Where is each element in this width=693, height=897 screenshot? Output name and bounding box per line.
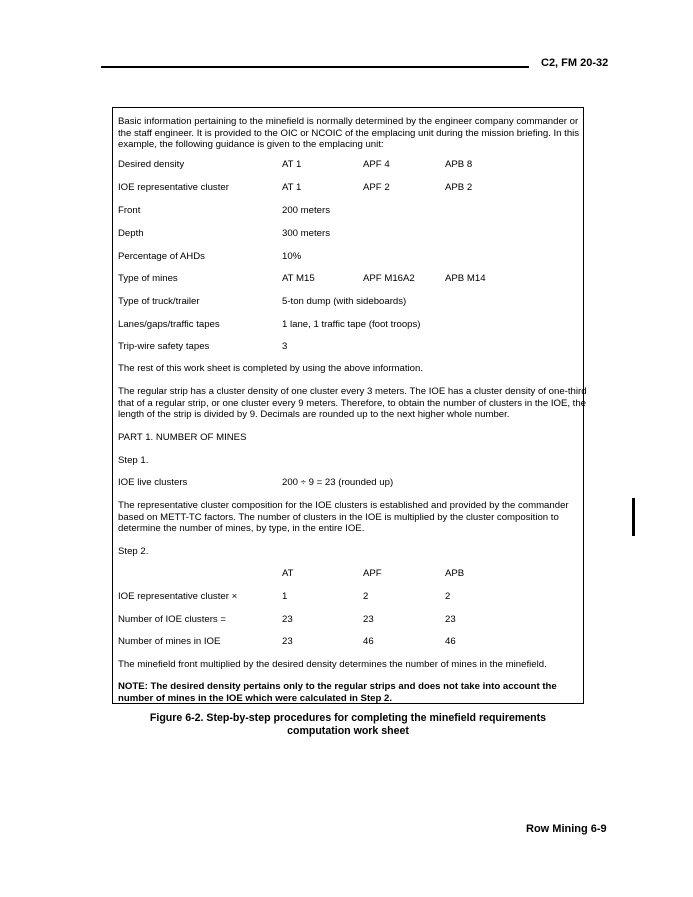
table-row	[118, 636, 584, 648]
header-rule	[101, 66, 529, 68]
strip-paragraph: The regular strip has a cluster density of one cluster every 3 meters. The IOE has a cluster density of one-third that of a regular strip, or one cluster every 9 meters. Therefore, to obtain the number of clusters in the IOE, the length of the strip is divided by 9. Decimals are rounded up to the next higher whole number.	[118, 386, 587, 421]
table-cell: APB 2	[445, 182, 473, 193]
front-paragraph: The minefield front multiplied by the desired density determines the number of mines in the minefield.	[118, 659, 547, 670]
table-cell: 23	[282, 636, 293, 647]
table-cell: 10%	[282, 251, 302, 262]
step2-header-row	[118, 568, 584, 580]
table-cell: 1	[282, 591, 288, 602]
table-cell: APF 4	[363, 159, 390, 170]
table-cell: 46	[363, 636, 374, 647]
ioe-live-clusters-row	[118, 477, 584, 489]
table-row	[118, 614, 584, 626]
step2-label: Step 2.	[118, 546, 149, 557]
table-row	[118, 341, 584, 353]
table-row	[118, 273, 584, 285]
table-cell: 23	[363, 614, 374, 625]
table-cell: Lanes/gaps/traffic tapes	[118, 319, 220, 330]
table-cell: Desired density	[118, 159, 185, 170]
table-cell: APF M16A2	[363, 273, 415, 284]
ioe-live-label: IOE live clusters	[118, 477, 188, 488]
table-cell: 23	[445, 614, 456, 625]
table-cell: Type of truck/trailer	[118, 296, 200, 307]
step2-header-apb: APB	[445, 568, 465, 579]
table-cell: APB M14	[445, 273, 486, 284]
table-cell: 5-ton dump (with sideboards)	[282, 296, 407, 307]
table-row	[118, 296, 584, 308]
table-cell: Percentage of AHDs	[118, 251, 205, 262]
table-cell: Type of mines	[118, 273, 178, 284]
table-row	[118, 319, 584, 331]
table-row	[118, 205, 584, 217]
composition-paragraph: The representative cluster composition for the IOE clusters is established and provided by the commander based on METT-TC factors. The number of clusters in the IOE is multiplied by the cluster composition to determine the number of mines, by type, in the entire IOE.	[118, 500, 569, 535]
table-cell: Depth	[118, 228, 144, 239]
table-row	[118, 591, 584, 603]
table-row	[118, 228, 584, 240]
step1-label: Step 1.	[118, 455, 149, 466]
table-row	[118, 159, 584, 171]
rest-paragraph: The rest of this work sheet is completed by using the above information.	[118, 363, 424, 374]
change-bar	[632, 498, 635, 536]
table-cell: Number of IOE clusters =	[118, 614, 226, 625]
table-cell: AT 1	[282, 159, 302, 170]
table-cell: APF 2	[363, 182, 390, 193]
part1-heading: PART 1. NUMBER OF MINES	[118, 432, 247, 443]
table-cell: APB 8	[445, 159, 473, 170]
table-cell: 2	[363, 591, 369, 602]
table-cell: 2	[445, 591, 451, 602]
ioe-live-value: 200 ÷ 9 = 23 (rounded up)	[282, 477, 394, 488]
table-cell: 3	[282, 341, 288, 352]
page-header-title: C2, FM 20-32	[541, 57, 609, 69]
table-cell: Front	[118, 205, 141, 216]
table-cell: 200 meters	[282, 205, 330, 216]
table-cell: AT 1	[282, 182, 302, 193]
step2-header-apf: APF	[363, 568, 382, 579]
table-cell: IOE representative cluster ×	[118, 591, 238, 602]
step2-header-at: AT	[282, 568, 294, 579]
figure-caption-line2: computation work sheet	[287, 725, 409, 737]
table-cell: Number of mines in IOE	[118, 636, 221, 647]
table-cell: 46	[445, 636, 456, 647]
table-cell: AT M15	[282, 273, 315, 284]
note-paragraph: NOTE: The desired density pertains only to the regular strips and does not take into account the number of mines in the IOE which were calculated in Step 2.	[118, 681, 557, 704]
figure-caption-line1: Figure 6-2. Step-by-step procedures for completing the minefield requirements	[149, 712, 547, 724]
table-cell: 1 lane, 1 traffic tape (foot troops)	[282, 319, 421, 330]
table-row	[118, 251, 584, 263]
table-cell: IOE representative cluster	[118, 182, 229, 193]
table-cell: Trip-wire safety tapes	[118, 341, 210, 352]
table-cell: 23	[282, 614, 293, 625]
table-row	[118, 182, 584, 194]
intro-paragraph: Basic information pertaining to the minefield is normally determined by the engineer company commander or the staff engineer. It is provided to the OIC or NCOIC of the emplacing unit during the mission briefing. In this example, the following guidance is given to the emplacing unit:	[118, 116, 580, 151]
table-cell: 300 meters	[282, 228, 330, 239]
page-footer: Row Mining 6-9	[526, 823, 607, 835]
